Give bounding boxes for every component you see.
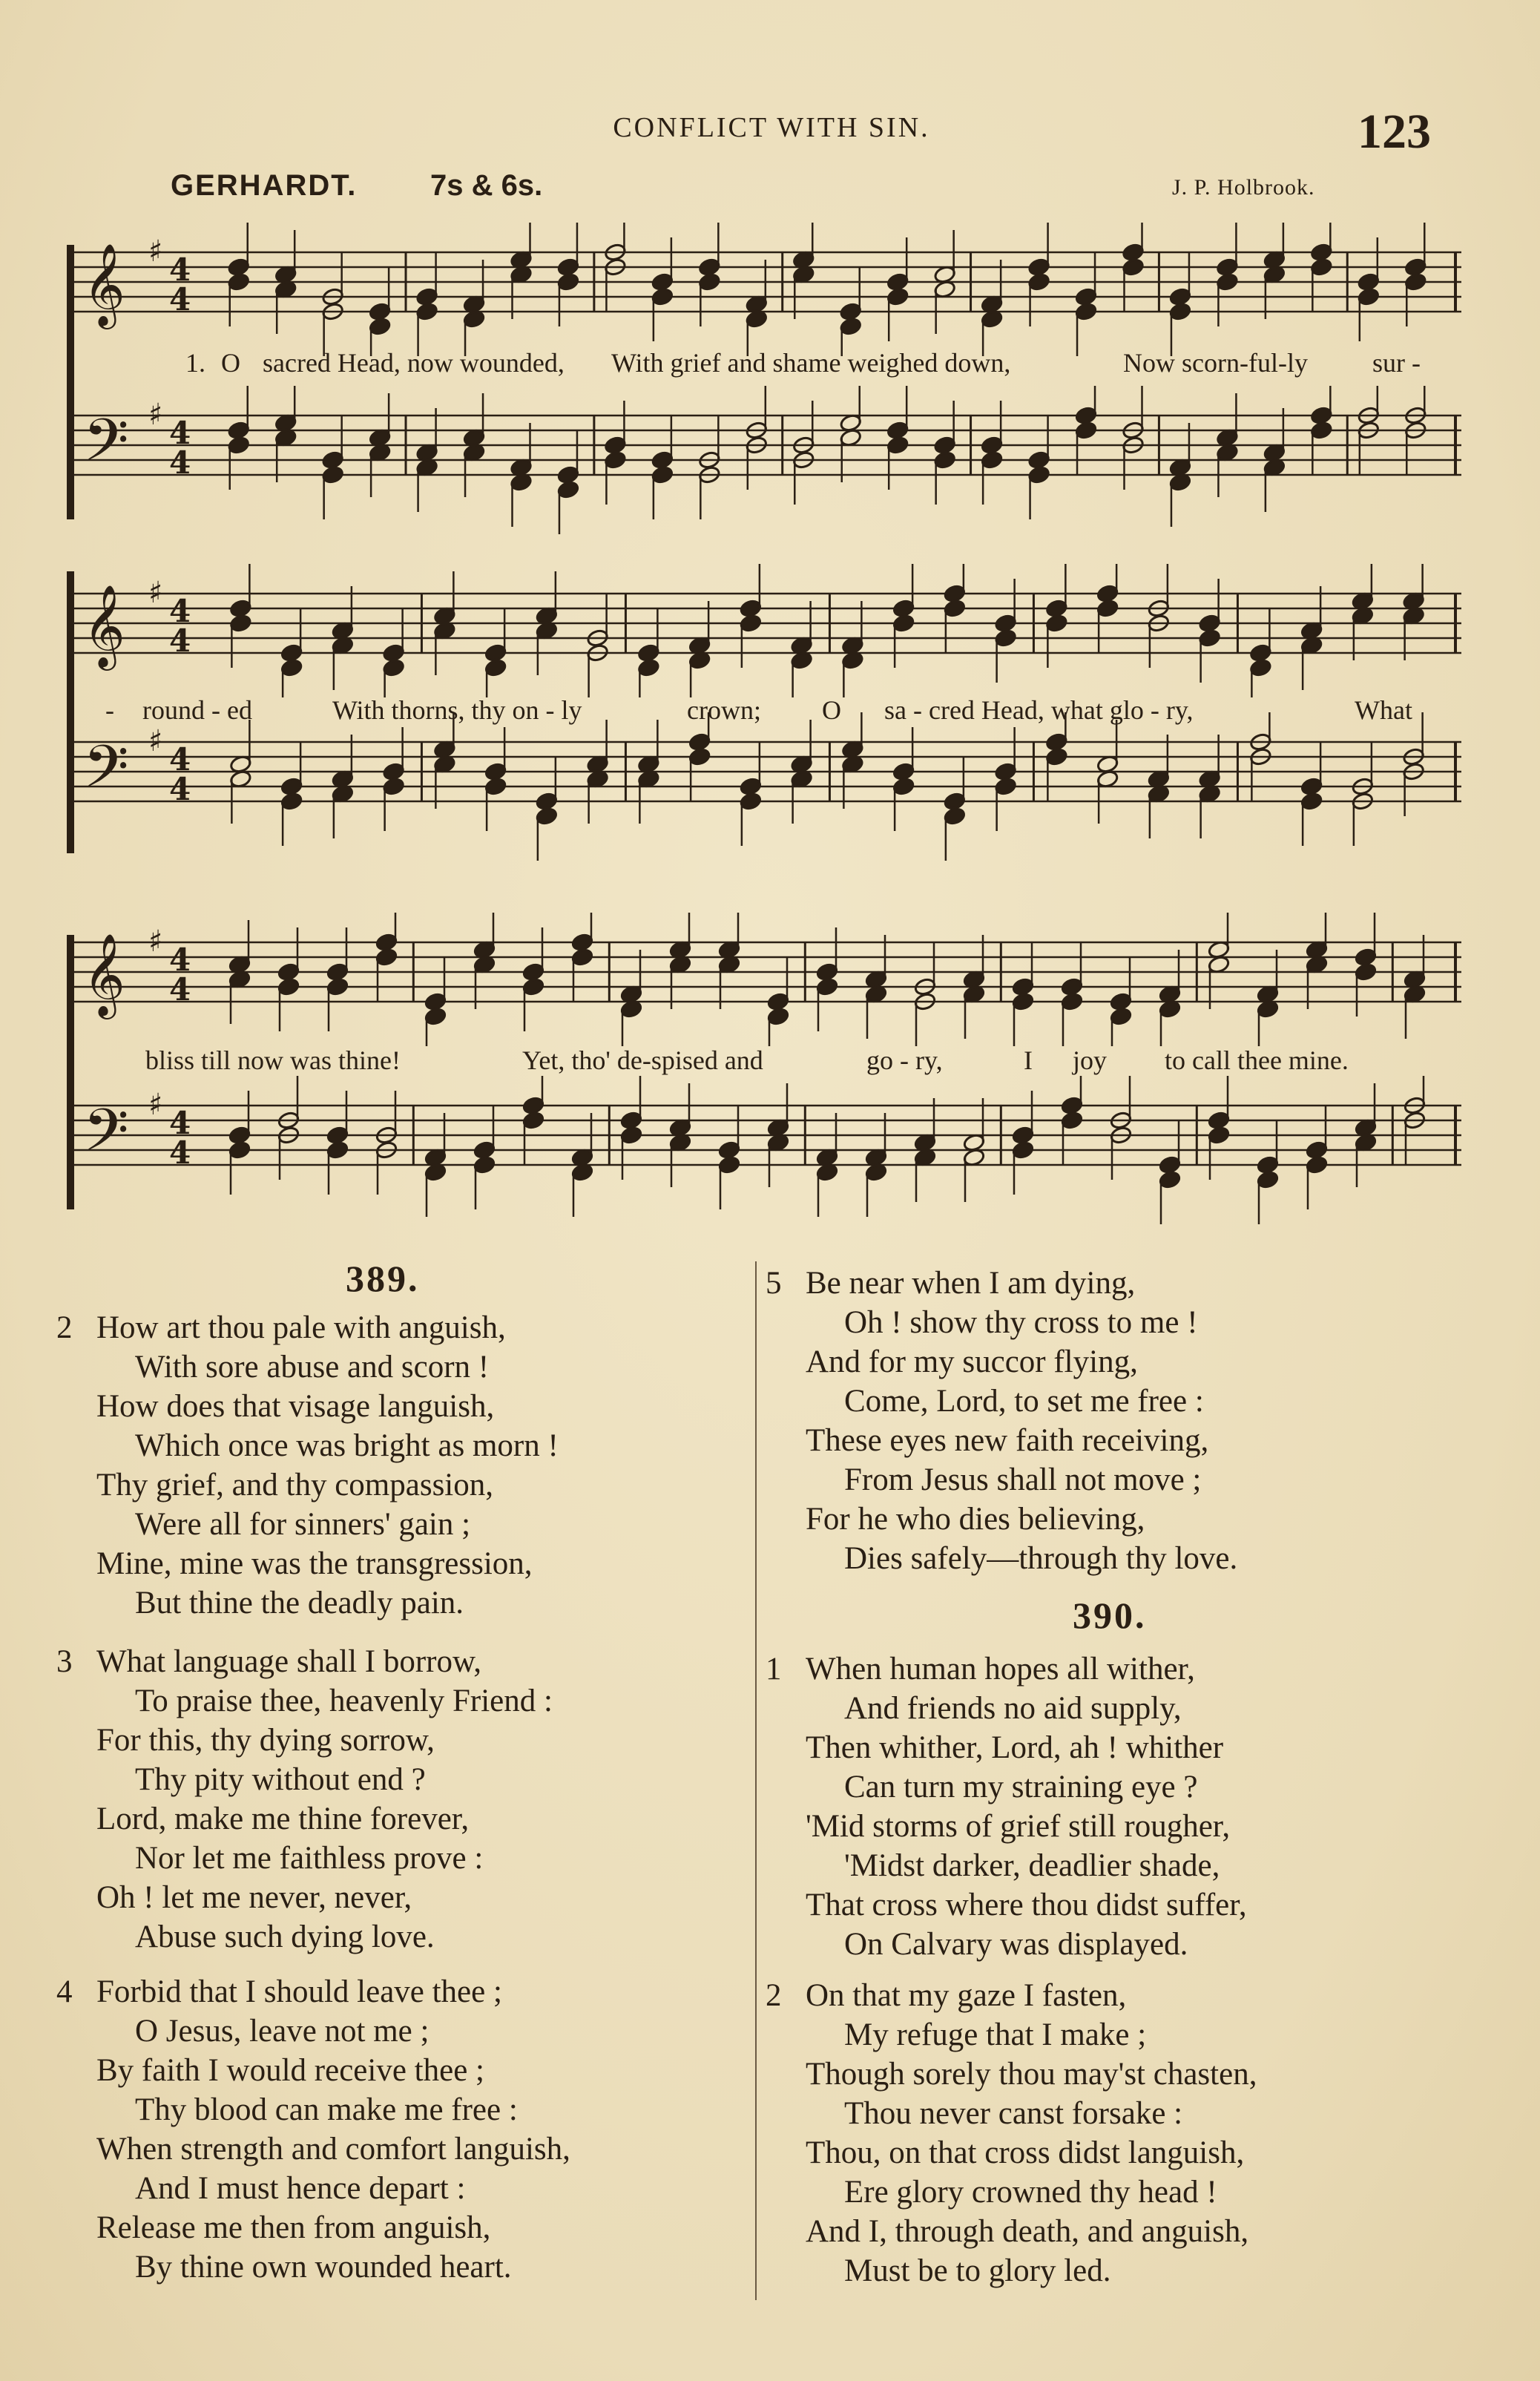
- stanza-line: How does that visage languish,: [96, 1389, 495, 1424]
- stanza-line: Can turn my straining eye ?: [844, 1770, 1198, 1804]
- lyric-syllable: What: [1355, 695, 1412, 725]
- note-head: [522, 962, 545, 982]
- system-bracket: [67, 571, 74, 853]
- lyric-syllable: joy: [1073, 1045, 1108, 1075]
- note-head: [1045, 747, 1068, 766]
- note-head: [326, 962, 349, 982]
- sharp-icon: ♯: [148, 398, 163, 432]
- bass-staff: [74, 712, 1461, 861]
- note-head: [886, 272, 909, 292]
- note-head: [688, 747, 711, 766]
- stanza-line: Which once was bright as morn !: [135, 1428, 559, 1463]
- note-head: [571, 948, 594, 967]
- note-head: [1306, 1140, 1329, 1160]
- note-head: [326, 1126, 349, 1145]
- note-head: [1358, 272, 1381, 292]
- page-number: 123: [1358, 105, 1431, 159]
- note-head: [944, 584, 967, 603]
- note-head: [1096, 584, 1119, 603]
- note-head: [484, 658, 507, 677]
- note-head: [382, 658, 405, 677]
- stanza-line: Release me then from anguish,: [96, 2210, 491, 2245]
- stanza-line: From Jesus shall not move ;: [844, 1462, 1202, 1497]
- lyric-phrase: bliss till now was thine!: [145, 1045, 401, 1075]
- lyric-syllable: -: [105, 695, 114, 725]
- note-head: [227, 272, 250, 292]
- stanza-line: Thou never canst forsake :: [844, 2096, 1183, 2131]
- note-head: [1110, 1007, 1133, 1026]
- note-head: [1075, 406, 1098, 425]
- sharp-icon: ♯: [148, 234, 163, 269]
- note-head: [1404, 257, 1427, 277]
- note-head: [522, 977, 545, 996]
- note-head: [228, 1126, 251, 1145]
- note-head: [484, 762, 507, 781]
- stanza-line: When human hopes all wither,: [806, 1652, 1195, 1687]
- stanza-line: Mine, mine was the transgression,: [96, 1546, 533, 1581]
- stanza-line: By faith I would receive thee ;: [96, 2053, 484, 2088]
- lyric-phrase: round - ed: [142, 695, 252, 725]
- lyric-syllable: O: [822, 695, 841, 725]
- note-head: [1198, 628, 1221, 648]
- note-head: [604, 436, 627, 455]
- clef-icon: 𝄞: [83, 933, 125, 1016]
- note-head: [1208, 1126, 1231, 1145]
- note-head: [1306, 1155, 1329, 1175]
- note-head: [994, 777, 1017, 796]
- clef-icon: 𝄢: [83, 1096, 129, 1179]
- note-head: [892, 762, 915, 781]
- note-head: [1300, 792, 1323, 811]
- note-head: [280, 658, 303, 677]
- note-head: [1110, 992, 1133, 1011]
- note-head: [1355, 948, 1378, 967]
- note-head: [484, 643, 507, 663]
- stanza-line: That cross where thou didst suffer,: [806, 1888, 1247, 1922]
- sharp-icon: ♯: [148, 576, 163, 610]
- note-head: [227, 436, 250, 455]
- stanza-line: When strength and comfort languish,: [96, 2132, 570, 2167]
- lyric-phrase: With thorns, thy on - ly: [332, 695, 582, 725]
- hymn-number: 390.: [1073, 1595, 1147, 1636]
- note-head: [415, 302, 438, 321]
- stanza-line: Must be to glory led.: [844, 2253, 1111, 2288]
- lyric-phrase: Now scorn-ful-ly: [1123, 348, 1308, 378]
- stanza-line: Ere glory crowned thy head !: [844, 2175, 1217, 2210]
- note-head: [227, 257, 250, 277]
- bass-staff: [74, 386, 1461, 534]
- note-head: [1061, 977, 1084, 996]
- stanza: [56, 1642, 553, 1957]
- time-signature-numerator: 4: [169, 252, 191, 288]
- verse-number: 1: [766, 1652, 782, 1687]
- note-head: [886, 287, 909, 306]
- note-head: [1159, 1155, 1182, 1175]
- lyric-phrase: to call thee mine.: [1165, 1045, 1349, 1075]
- note-head: [1216, 257, 1239, 277]
- stanza-line: 'Mid storms of grief still rougher,: [806, 1809, 1231, 1844]
- note-head: [718, 1155, 741, 1175]
- clef-icon: 𝄞: [83, 584, 125, 667]
- lyric-phrase: sacred Head, now wounded,: [263, 348, 565, 378]
- stanza-line: For this, thy dying sorrow,: [96, 1723, 435, 1758]
- note-head: [1169, 287, 1192, 306]
- note-head: [1310, 243, 1333, 262]
- stanza-line: Then whither, Lord, ah ! whither: [806, 1730, 1224, 1765]
- stanza-line: Forbid that I should leave thee ;: [96, 1974, 502, 2009]
- note-head: [382, 777, 405, 796]
- note-head: [740, 792, 763, 811]
- clef-icon: 𝄢: [83, 406, 129, 489]
- time-signature-numerator: 4: [169, 741, 191, 778]
- note-head: [620, 1126, 643, 1145]
- stanza-line: By thine own wounded heart.: [135, 2250, 512, 2285]
- stanza-line: My refuge that I make ;: [844, 2017, 1147, 2052]
- lyric-syllable: O: [221, 348, 240, 378]
- time-signature-numerator: 4: [169, 1105, 191, 1141]
- note-head: [227, 421, 250, 440]
- note-head: [1012, 1126, 1035, 1145]
- stanza-line: Nor let me faithless prove :: [135, 1841, 484, 1876]
- note-head: [839, 317, 862, 336]
- note-head: [1012, 992, 1035, 1011]
- note-head: [1075, 287, 1098, 306]
- note-head: [1027, 272, 1050, 292]
- system-bracket: [67, 935, 74, 1209]
- stanza: [56, 1308, 559, 1623]
- note-head: [718, 1140, 741, 1160]
- stanza: [56, 1972, 570, 2287]
- stanza-line: Thy pity without end ?: [135, 1762, 426, 1797]
- note-head: [321, 465, 344, 485]
- note-head: [557, 272, 580, 292]
- note-head: [1027, 257, 1050, 277]
- note-head: [933, 450, 956, 470]
- verse-number: 2: [56, 1310, 73, 1345]
- note-head: [473, 1140, 496, 1160]
- note-head: [326, 1140, 349, 1160]
- note-head: [816, 962, 839, 982]
- note-head: [994, 628, 1017, 648]
- note-head: [1198, 614, 1221, 633]
- note-head: [1159, 1170, 1182, 1189]
- note-head: [651, 287, 674, 306]
- sharp-icon: ♯: [148, 1088, 163, 1122]
- note-head: [280, 643, 303, 663]
- column-divider: [755, 1261, 757, 2300]
- note-head: [886, 436, 909, 455]
- stanza-line: Oh ! let me never, never,: [96, 1880, 412, 1915]
- note-head: [994, 762, 1017, 781]
- verse-number: 2: [766, 1978, 782, 2013]
- note-head: [1310, 406, 1333, 425]
- note-head: [698, 272, 721, 292]
- note-head: [571, 933, 594, 952]
- stanza: [766, 1649, 1247, 1964]
- note-head: [740, 777, 763, 796]
- stanza-line: Thy grief, and thy compassion,: [96, 1468, 494, 1503]
- note-head: [1045, 732, 1068, 752]
- note-head: [1208, 1111, 1231, 1130]
- note-head: [484, 777, 507, 796]
- stanza-line: What language shall I borrow,: [96, 1644, 482, 1679]
- stanza-line: How art thou pale with anguish,: [96, 1310, 506, 1345]
- stanza-line: Abuse such dying love.: [135, 1919, 435, 1954]
- note-head: [620, 1111, 643, 1130]
- note-head: [767, 992, 790, 1011]
- note-head: [637, 658, 660, 677]
- stanza-line: Dies safely—through thy love.: [844, 1541, 1238, 1576]
- note-head: [321, 450, 344, 470]
- sharp-icon: ♯: [148, 724, 163, 758]
- note-head: [1075, 302, 1098, 321]
- note-head: [277, 962, 300, 982]
- note-head: [369, 317, 392, 336]
- note-head: [604, 450, 627, 470]
- note-head: [944, 599, 967, 618]
- note-head: [1257, 1170, 1280, 1189]
- stanza-line: Thy blood can make me free :: [135, 2092, 518, 2127]
- note-head: [1358, 287, 1381, 306]
- note-head: [740, 599, 763, 618]
- stanza-line: On that my gaze I fasten,: [806, 1978, 1127, 2013]
- note-head: [228, 1140, 251, 1160]
- treble-staff: [74, 223, 1461, 356]
- note-head: [1075, 421, 1098, 440]
- verse-number: 1.: [185, 348, 205, 378]
- note-head: [994, 614, 1017, 633]
- note-head: [886, 421, 909, 440]
- note-head: [375, 933, 398, 952]
- note-head: [415, 287, 438, 306]
- stanza-line: For he who dies believing,: [806, 1502, 1145, 1537]
- note-head: [688, 732, 711, 752]
- note-head: [375, 948, 398, 967]
- note-head: [557, 465, 580, 485]
- note-head: [369, 302, 392, 321]
- note-head: [1404, 272, 1427, 292]
- stanza-line: Thou, on that cross didst languish,: [806, 2135, 1245, 2170]
- note-head: [892, 599, 915, 618]
- time-signature-denominator: 4: [169, 623, 191, 659]
- note-head: [981, 450, 1004, 470]
- time-signature-denominator: 4: [169, 281, 191, 318]
- note-head: [1257, 1155, 1280, 1175]
- time-signature-denominator: 4: [169, 971, 191, 1008]
- note-head: [1216, 272, 1239, 292]
- note-head: [1027, 450, 1050, 470]
- stanza-line: O Jesus, leave not me ;: [135, 2014, 430, 2049]
- note-head: [1061, 1096, 1084, 1115]
- note-head: [1061, 1111, 1084, 1130]
- sharp-icon: ♯: [148, 925, 163, 959]
- note-head: [1249, 643, 1272, 663]
- composer-credit: J. P. Holbrook.: [1172, 175, 1315, 200]
- stanza-line: With sore abuse and scorn !: [135, 1350, 490, 1385]
- stanza: [766, 1264, 1238, 1578]
- note-head: [1310, 421, 1333, 440]
- note-head: [326, 977, 349, 996]
- stanza-line: And I, through death, and anguish,: [806, 2214, 1249, 2249]
- running-title: CONFLICT WITH SIN.: [613, 112, 930, 143]
- stanza-line: Be near when I am dying,: [806, 1266, 1136, 1301]
- note-head: [382, 643, 405, 663]
- stanza-line: Come, Lord, to set me free :: [844, 1384, 1204, 1419]
- note-head: [892, 614, 915, 633]
- note-head: [473, 1155, 496, 1175]
- note-head: [1355, 962, 1378, 982]
- note-head: [522, 1111, 545, 1130]
- note-head: [424, 992, 447, 1011]
- note-head: [651, 450, 674, 470]
- lyric-phrase: With grief and shame weighed down,: [611, 348, 1011, 378]
- music-system-1: [67, 223, 1461, 534]
- note-head: [1310, 257, 1333, 277]
- stanza-line: On Calvary was displayed.: [844, 1927, 1188, 1962]
- note-head: [816, 977, 839, 996]
- treble-staff: [74, 913, 1461, 1046]
- time-signature-numerator: 4: [169, 942, 191, 978]
- note-head: [1045, 614, 1068, 633]
- note-head: [1027, 465, 1050, 485]
- stanza-line: To praise thee, heavenly Friend :: [135, 1684, 553, 1718]
- time-signature-numerator: 4: [169, 415, 191, 451]
- stanza-line: Oh ! show thy cross to me !: [844, 1305, 1198, 1340]
- note-head: [651, 465, 674, 485]
- music-system-3: [67, 913, 1461, 1224]
- tune-name: GERHARDT.: [171, 169, 358, 202]
- stanza-line: 'Midst darker, deadlier shade,: [844, 1848, 1220, 1883]
- note-head: [522, 1096, 545, 1115]
- music-system-2: [67, 564, 1461, 876]
- note-head: [557, 480, 580, 499]
- time-signature-denominator: 4: [169, 771, 191, 807]
- lyric-phrase: sa - cred Head, what glo - ry,: [884, 695, 1194, 725]
- stanza-line: Were all for sinners' gain ;: [135, 1507, 471, 1542]
- lyric-syllable: sur -: [1372, 348, 1421, 378]
- verse-number: 3: [56, 1644, 73, 1679]
- note-head: [839, 302, 862, 321]
- clef-icon: 𝄢: [83, 732, 129, 815]
- stanza-line: And friends no aid supply,: [844, 1691, 1182, 1726]
- lyric-phrase: Yet, tho' de-spised and: [522, 1045, 763, 1075]
- stanza-line: Though sorely thou may'st chasten,: [806, 2057, 1257, 2092]
- note-head: [1045, 599, 1068, 618]
- time-signature-denominator: 4: [169, 1134, 191, 1171]
- note-head: [424, 1007, 447, 1026]
- stanza-line: And for my succor flying,: [806, 1344, 1138, 1379]
- note-head: [229, 614, 252, 633]
- tune-meter: 7s & 6s.: [430, 169, 543, 202]
- stanza-line: Lord, make me thine forever,: [96, 1802, 470, 1836]
- stanza-line: And I must hence depart :: [135, 2171, 466, 2206]
- note-head: [1300, 777, 1323, 796]
- note-head: [1169, 302, 1192, 321]
- lyric-syllable: I: [1024, 1045, 1033, 1075]
- note-head: [557, 257, 580, 277]
- note-head: [1249, 658, 1272, 677]
- note-head: [277, 977, 300, 996]
- hymn-number: 389.: [346, 1258, 420, 1299]
- verse-number: 4: [56, 1974, 73, 2009]
- note-head: [637, 643, 660, 663]
- stanza-line: These eyes new faith receiving,: [806, 1423, 1209, 1458]
- time-signature-denominator: 4: [169, 444, 191, 481]
- clef-icon: 𝄞: [83, 243, 125, 326]
- note-head: [536, 792, 559, 811]
- verse-number: 5: [766, 1266, 782, 1301]
- note-head: [280, 792, 303, 811]
- note-head: [1122, 257, 1145, 277]
- note-head: [1122, 243, 1145, 262]
- lyric-phrase: crown;: [687, 695, 761, 725]
- note-head: [767, 1007, 790, 1026]
- note-head: [280, 777, 303, 796]
- note-head: [698, 257, 721, 277]
- note-head: [933, 436, 956, 455]
- note-head: [944, 807, 967, 826]
- stanza-line: But thine the deadly pain.: [135, 1586, 464, 1620]
- note-head: [1012, 977, 1035, 996]
- note-head: [944, 792, 967, 811]
- treble-staff: [74, 564, 1461, 697]
- note-head: [382, 762, 405, 781]
- note-head: [740, 614, 763, 633]
- lyric-phrase: go - ry,: [866, 1045, 943, 1075]
- time-signature-numerator: 4: [169, 593, 191, 629]
- note-head: [229, 599, 252, 618]
- note-head: [1096, 599, 1119, 618]
- note-head: [536, 807, 559, 826]
- note-head: [892, 777, 915, 796]
- note-head: [981, 436, 1004, 455]
- note-head: [1012, 1140, 1035, 1160]
- bass-staff: [74, 1076, 1461, 1224]
- note-head: [1061, 992, 1084, 1011]
- system-bracket: [67, 245, 74, 519]
- note-head: [651, 272, 674, 292]
- stanza: [766, 1976, 1257, 2290]
